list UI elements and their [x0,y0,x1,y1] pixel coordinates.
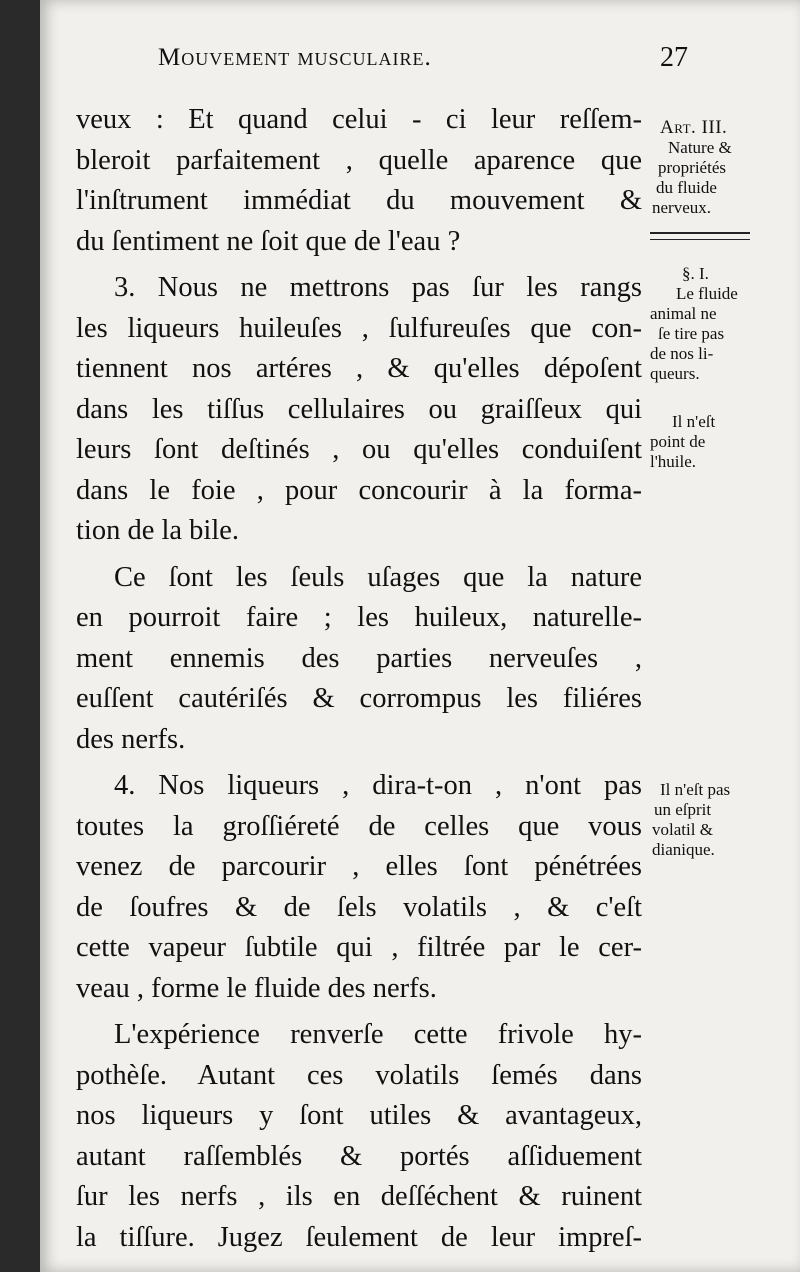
note-line: du fluide [656,178,717,197]
text-line: des nerfs. [76,723,186,755]
text-line: la tiſſure. Jugez ſeulement de leur impreſ- [76,1221,642,1253]
margin-note-spirit [650,780,790,860]
paragraph [76,766,642,1009]
text-line: leurs ſont deſtinés , ou qu'elles conduiſent [76,434,642,465]
text-line: les liqueurs huileuſes , ſulfureuſes que con- [76,312,642,344]
text-line: toutes la groſſiéreté de celles que vous [76,810,642,842]
text-line: en pourroit faire ; les huileux, naturelle- [76,602,642,633]
text-line: dans le foie , pour concourir à la forma- [76,474,642,506]
text-line: 3. Nous ne mettrons pas ſur les rangs [114,272,642,303]
text-line: autant raſſemblés & portés aſſiduement [76,1140,642,1172]
text-line: veux : Et quand celui - ci leur reſſem- [76,104,642,135]
text-line: ſur les nerfs , ils en deſſéchent & ruinent [76,1181,642,1212]
note-line: propriétés [658,158,726,177]
note-line: dianique. [652,840,715,859]
note-line: queurs. [650,364,700,383]
text-line: 4. Nos liqueurs , dira-t-on , n'ont pas [114,770,642,801]
paragraph [76,558,642,761]
paragraph [76,268,642,552]
running-title: Mouvement musculaire. [158,44,432,71]
body-text [76,100,642,1258]
text-line: euſſent cautériſés & corrompus les filiéres [76,683,642,714]
text-line: l'inſtrument immédiat du mouvement & [76,185,642,216]
text-line: venez de parcourir , elles ſont pénétrées [76,851,642,882]
text-line: ment ennemis des parties nerveuſes , [76,642,642,674]
paragraph [76,1015,642,1258]
note-line: Le fluide [676,284,738,303]
text-line: bleroit parfaitement , quelle aparence que [76,144,642,176]
note-line: un eſprit [654,800,712,819]
note-line: nerveux. [652,198,712,217]
text-line: cette vapeur ſubtile qui , filtrée par le cer- [76,932,642,963]
note-line: Nature & [668,138,732,157]
text-line: tion de la bile. [76,515,240,546]
paragraph [76,100,642,262]
note-line: Art. III. [660,117,728,138]
text-line: veau , forme le fluide des nerfs. [76,972,437,1004]
margin-note-section [650,264,790,384]
text-line: pothèſe. Autant ces volatils ſemés dans [76,1059,642,1091]
text-line: du ſentiment ne ſoit que de l'eau ? [76,225,461,257]
note-line: volatil & [652,820,713,839]
margin-note-article [650,118,790,218]
section-rule [650,232,750,240]
text-line: tiennent nos artéres , & qu'elles dépoſent [76,353,642,384]
note-line: animal ne [650,304,717,323]
text-line: dans les tiſſus cellulaires ou graiſſeux qui [76,393,642,425]
page-number: 27 [660,42,688,73]
book-page [40,0,800,1272]
note-line: point de [650,432,706,451]
margin-note-oil [650,412,790,472]
text-line: de ſoufres & de ſels volatils , & c'eſt [76,891,642,923]
text-line: L'expérience renverſe cette frivole hy- [114,1019,642,1050]
note-line: Il n'eſt [672,412,716,431]
text-line: nos liqueurs y ſont utiles & avantageux, [76,1100,642,1131]
text-line: Ce ſont les ſeuls uſages que la nature [114,561,642,593]
note-line: de nos li- [650,344,714,363]
note-line: l'huile. [650,452,697,471]
note-line: Il n'eſt pas [660,780,731,799]
running-header [158,44,688,84]
note-line: ſe tire pas [658,324,725,343]
note-line: §. I. [682,264,709,283]
